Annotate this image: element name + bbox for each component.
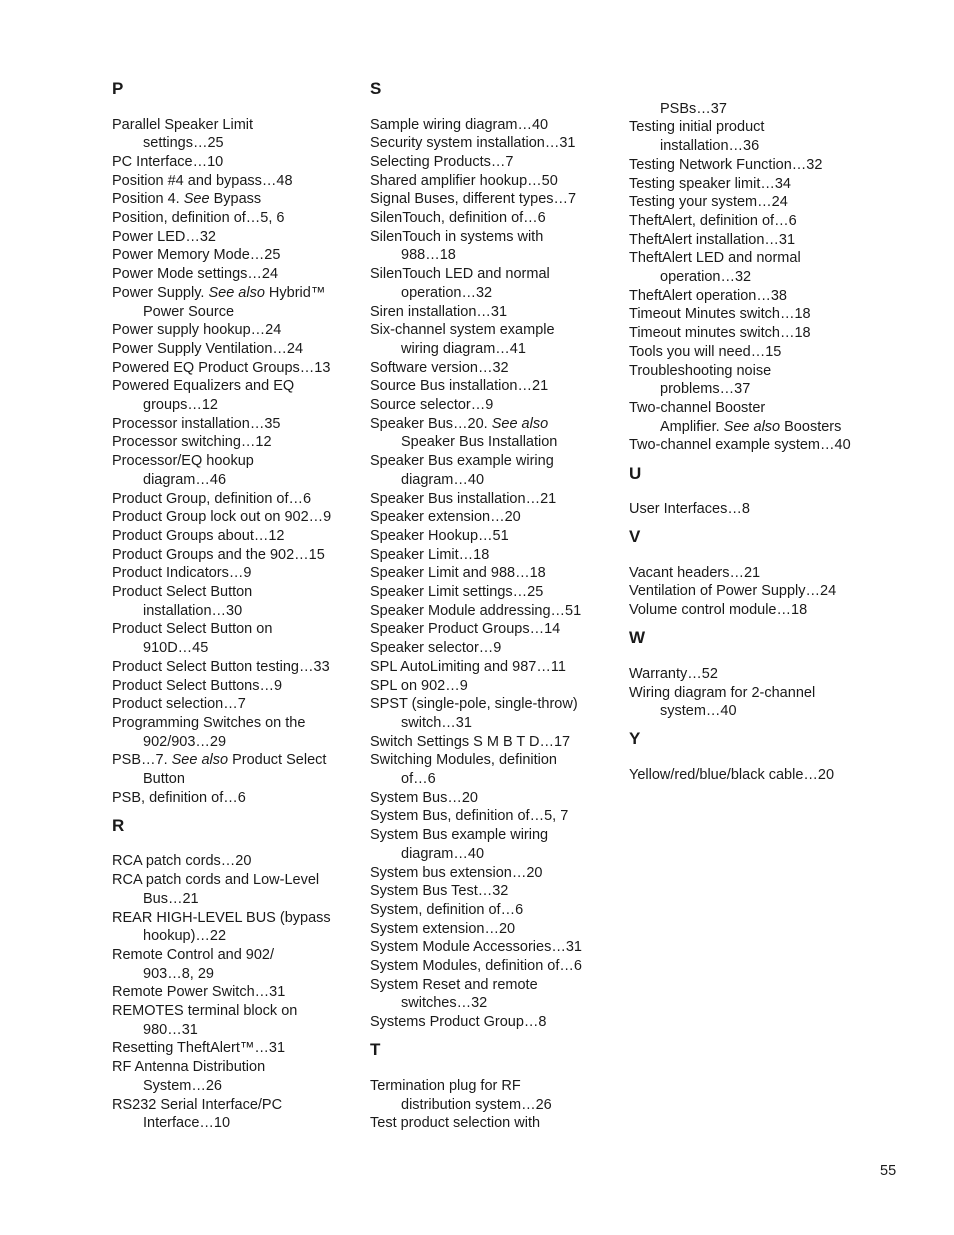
index-entry: Speaker Bus example wiring bbox=[370, 453, 554, 470]
index-entry-continuation: diagram…40 bbox=[401, 471, 485, 488]
see-also-term: See also bbox=[491, 415, 549, 432]
index-entry: Wiring diagram for 2-channel bbox=[629, 684, 816, 701]
index-entry: Security system installation…31 bbox=[370, 135, 576, 152]
index-entry-continuation: switch…31 bbox=[401, 714, 472, 731]
index-entry: Product Select Button on bbox=[112, 621, 273, 638]
index-entry: SPL on 902…9 bbox=[370, 677, 468, 694]
index-entry: SPST (single-pole, single-throw) bbox=[370, 696, 578, 713]
index-entry-continuation: Speaker Bus Installation bbox=[401, 434, 558, 451]
index-entry: RF Antenna Distribution bbox=[112, 1059, 266, 1076]
index-entry: PSB, definition of…6 bbox=[112, 789, 246, 806]
index-entry: Powered Equalizers and EQ bbox=[112, 378, 295, 395]
index-entry: Timeout Minutes switch…18 bbox=[629, 306, 811, 323]
index-entry: Speaker Limit…18 bbox=[370, 546, 490, 563]
index-entry-continuation: Bus…21 bbox=[143, 890, 199, 907]
index-entry: REAR HIGH-LEVEL BUS (bypass bbox=[112, 909, 331, 926]
index-entry: Processor switching…12 bbox=[112, 434, 272, 451]
index-entry-continuation: 988…18 bbox=[401, 247, 456, 264]
index-entry: Power supply hookup…24 bbox=[112, 322, 282, 339]
index-entry: System Module Accessories…31 bbox=[370, 939, 582, 956]
index-entry-continuation: settings…25 bbox=[143, 135, 224, 152]
index-entry: Sample wiring diagram…40 bbox=[370, 116, 549, 133]
index-entry: Testing your system…24 bbox=[629, 194, 788, 211]
see-also-term: See also bbox=[208, 284, 265, 301]
index-entry: System Bus, definition of…5, 7 bbox=[370, 808, 569, 825]
index-letter-heading: R bbox=[112, 815, 125, 835]
index-entry: Yellow/red/blue/black cable…20 bbox=[629, 766, 835, 783]
index-entry: Testing Network Function…32 bbox=[629, 156, 823, 173]
index-entry: Remote Control and 902/ bbox=[112, 946, 275, 963]
index-entry: Tools you will need…15 bbox=[629, 343, 782, 360]
index-entry: System bus extension…20 bbox=[370, 864, 543, 881]
index-entry: Product Indicators…9 bbox=[112, 565, 252, 582]
index-entry-continuation: 902/903…29 bbox=[143, 733, 227, 750]
index-entry: Product Groups about…12 bbox=[112, 527, 285, 544]
index-entry-continuation: distribution system…26 bbox=[401, 1096, 552, 1113]
index-entry-continuation: PSBs…37 bbox=[660, 100, 727, 117]
index-entry: Speaker Bus…20. See also bbox=[370, 415, 549, 432]
index-entry: TheftAlert operation…38 bbox=[629, 287, 787, 304]
index-entry: Test product selection with bbox=[370, 1115, 541, 1132]
index-entry-continuation: problems…37 bbox=[660, 381, 751, 398]
index-entry: Signal Buses, different types…7 bbox=[370, 191, 577, 208]
index-entry: Position 4. See Bypass bbox=[112, 191, 262, 208]
index-entry: Testing speaker limit…34 bbox=[629, 175, 791, 192]
index-entry: Processor installation…35 bbox=[112, 415, 281, 432]
index-entry: SilenTouch, definition of…6 bbox=[370, 210, 546, 226]
index-entry: Speaker Module addressing…51 bbox=[370, 602, 582, 619]
index-entry: User Interfaces…8 bbox=[629, 501, 750, 517]
index-entry: TheftAlert installation…31 bbox=[629, 231, 796, 248]
index-entry: Power Mode settings…24 bbox=[112, 266, 279, 283]
see-also-term: See bbox=[183, 191, 210, 208]
index-entry: Volume control module…18 bbox=[629, 602, 808, 619]
index-entry: Two-channel example system…40 bbox=[629, 437, 851, 454]
index-entry: TheftAlert LED and normal bbox=[629, 250, 801, 267]
index-entry: Product Select Buttons…9 bbox=[112, 677, 283, 694]
index-entry: Warranty…52 bbox=[629, 665, 718, 682]
index-entry-continuation: installation…36 bbox=[660, 138, 760, 155]
index-entry-continuation: System…26 bbox=[143, 1077, 222, 1094]
index-entry: Product Select Button testing…33 bbox=[112, 658, 330, 675]
index-entry: SilenTouch LED and normal bbox=[370, 266, 550, 283]
index-entry: Software version…32 bbox=[370, 359, 509, 376]
index-entry: Power LED…32 bbox=[112, 228, 216, 245]
index-entry-continuation: 903…8, 29 bbox=[143, 965, 214, 982]
index-entry: Power Memory Mode…25 bbox=[112, 247, 281, 264]
index-entry: TheftAlert, definition of…6 bbox=[629, 212, 797, 229]
index-entry: SilenTouch in systems with bbox=[370, 228, 544, 245]
index-entry: Position, definition of…5, 6 bbox=[112, 210, 285, 226]
index-entry: Powered EQ Product Groups…13 bbox=[112, 359, 331, 376]
see-also-term: See also bbox=[723, 418, 781, 435]
index-entry: Shared amplifier hookup…50 bbox=[370, 172, 558, 189]
index-entry-continuation: Power Source bbox=[143, 303, 235, 320]
index-entry: Processor/EQ hookup bbox=[112, 453, 254, 470]
index-entry: Vacant headers…21 bbox=[629, 564, 761, 581]
index-entry-continuation: of…6 bbox=[401, 771, 436, 787]
index-entry: System extension…20 bbox=[370, 920, 516, 937]
index-entry: Siren installation…31 bbox=[370, 303, 508, 320]
index-entry-continuation: operation…32 bbox=[401, 284, 493, 301]
index-entry: Power Supply Ventilation…24 bbox=[112, 340, 304, 357]
index-entry: Product Select Button bbox=[112, 584, 253, 600]
index-entry-continuation: diagram…40 bbox=[401, 845, 485, 862]
index-entry-continuation: wiring diagram…41 bbox=[401, 340, 526, 357]
index-entry-continuation: hookup)…22 bbox=[143, 928, 227, 945]
index-entry: Power Supply. See also Hybrid™ bbox=[112, 284, 326, 301]
index-entry: Product Group lock out on 902…9 bbox=[112, 509, 332, 526]
index-entry-continuation: 980…31 bbox=[143, 1021, 198, 1038]
index-entry: Parallel Speaker Limit bbox=[112, 116, 254, 133]
index-entry: Product selection…7 bbox=[112, 696, 246, 713]
index-entry: Resetting TheftAlert™…31 bbox=[112, 1040, 286, 1057]
index-entry: Systems Product Group…8 bbox=[370, 1014, 547, 1031]
index-entry: Termination plug for RF bbox=[370, 1077, 521, 1094]
index-entry: Product Groups and the 902…15 bbox=[112, 546, 325, 563]
index-letter-heading: P bbox=[112, 79, 124, 98]
index-entry: RCA patch cords and Low-Level bbox=[112, 872, 320, 889]
index-entry: Remote Power Switch…31 bbox=[112, 984, 286, 1001]
index-entry-continuation: switches…32 bbox=[401, 995, 488, 1012]
index-letter-heading: T bbox=[370, 1040, 381, 1060]
index-entry: Ventilation of Power Supply…24 bbox=[629, 583, 837, 600]
index-entry: Two-channel Booster bbox=[629, 399, 766, 416]
index-entry: RCA patch cords…20 bbox=[112, 853, 252, 870]
index-entry: Speaker extension…20 bbox=[370, 509, 521, 526]
index-entry: System, definition of…6 bbox=[370, 901, 524, 918]
index-entry: Speaker selector…9 bbox=[370, 640, 502, 657]
index-entry: Troubleshooting noise bbox=[629, 362, 772, 379]
index-entry-continuation: installation…30 bbox=[143, 602, 243, 619]
index-entry: System Reset and remote bbox=[370, 976, 538, 993]
index-entry: PC Interface…10 bbox=[112, 153, 224, 170]
index-entry: Source Bus installation…21 bbox=[370, 378, 549, 395]
index-entry-continuation: Button bbox=[143, 771, 185, 787]
index-entry: Programming Switches on the bbox=[112, 714, 306, 731]
index-entry: Selecting Products…7 bbox=[370, 153, 514, 170]
index-entry: SPL AutoLimiting and 987…11 bbox=[370, 658, 566, 675]
index-entry-continuation: operation…32 bbox=[660, 269, 752, 285]
index-entry: Timeout minutes switch…18 bbox=[629, 325, 811, 342]
index-entry: Speaker Bus installation…21 bbox=[370, 490, 557, 507]
index-entry: Switch Settings S M B T D…17 bbox=[370, 733, 571, 750]
index-letter-heading: V bbox=[629, 527, 641, 547]
index-entry: System Bus…20 bbox=[370, 789, 478, 806]
index-entry: Speaker Product Groups…14 bbox=[370, 621, 561, 638]
index-entry: REMOTES terminal block on bbox=[112, 1003, 298, 1019]
index-entry: Speaker Limit settings…25 bbox=[370, 584, 544, 600]
page-number: 55 bbox=[880, 1163, 897, 1179]
index-letter-heading: W bbox=[629, 628, 646, 648]
index-entry: Speaker Hookup…51 bbox=[370, 527, 509, 544]
index-entry-continuation: diagram…46 bbox=[143, 471, 227, 488]
index-entry-continuation: Interface…10 bbox=[143, 1115, 231, 1132]
index-entry: System Modules, definition of…6 bbox=[370, 958, 582, 974]
index-letter-heading: Y bbox=[629, 729, 641, 749]
index-letter-heading: U bbox=[629, 463, 642, 483]
index-entry: System Bus example wiring bbox=[370, 827, 549, 844]
index-entry: Six-channel system example bbox=[370, 322, 555, 339]
index-entry: System Bus Test…32 bbox=[370, 883, 509, 900]
index-entry: Speaker Limit and 988…18 bbox=[370, 565, 546, 582]
index-entry: RS232 Serial Interface/PC bbox=[112, 1096, 283, 1113]
index-entry: Testing initial product bbox=[629, 119, 765, 136]
index-entry: Product Group, definition of…6 bbox=[112, 490, 312, 507]
index-entry: PSB…7. See also Product Select bbox=[112, 752, 327, 769]
index-entry: Source selector…9 bbox=[370, 397, 494, 413]
index-entry-continuation: groups…12 bbox=[143, 397, 218, 413]
index-letter-heading: S bbox=[370, 79, 382, 98]
index-entry-continuation: Amplifier. See also Boosters bbox=[660, 418, 842, 435]
index-entry: Switching Modules, definition bbox=[370, 752, 557, 769]
index-entry: Position #4 and bypass…48 bbox=[112, 172, 293, 189]
index-entry-continuation: 910D…45 bbox=[143, 640, 209, 657]
index-entry-continuation: system…40 bbox=[660, 703, 737, 720]
see-also-term: See also bbox=[171, 752, 229, 769]
